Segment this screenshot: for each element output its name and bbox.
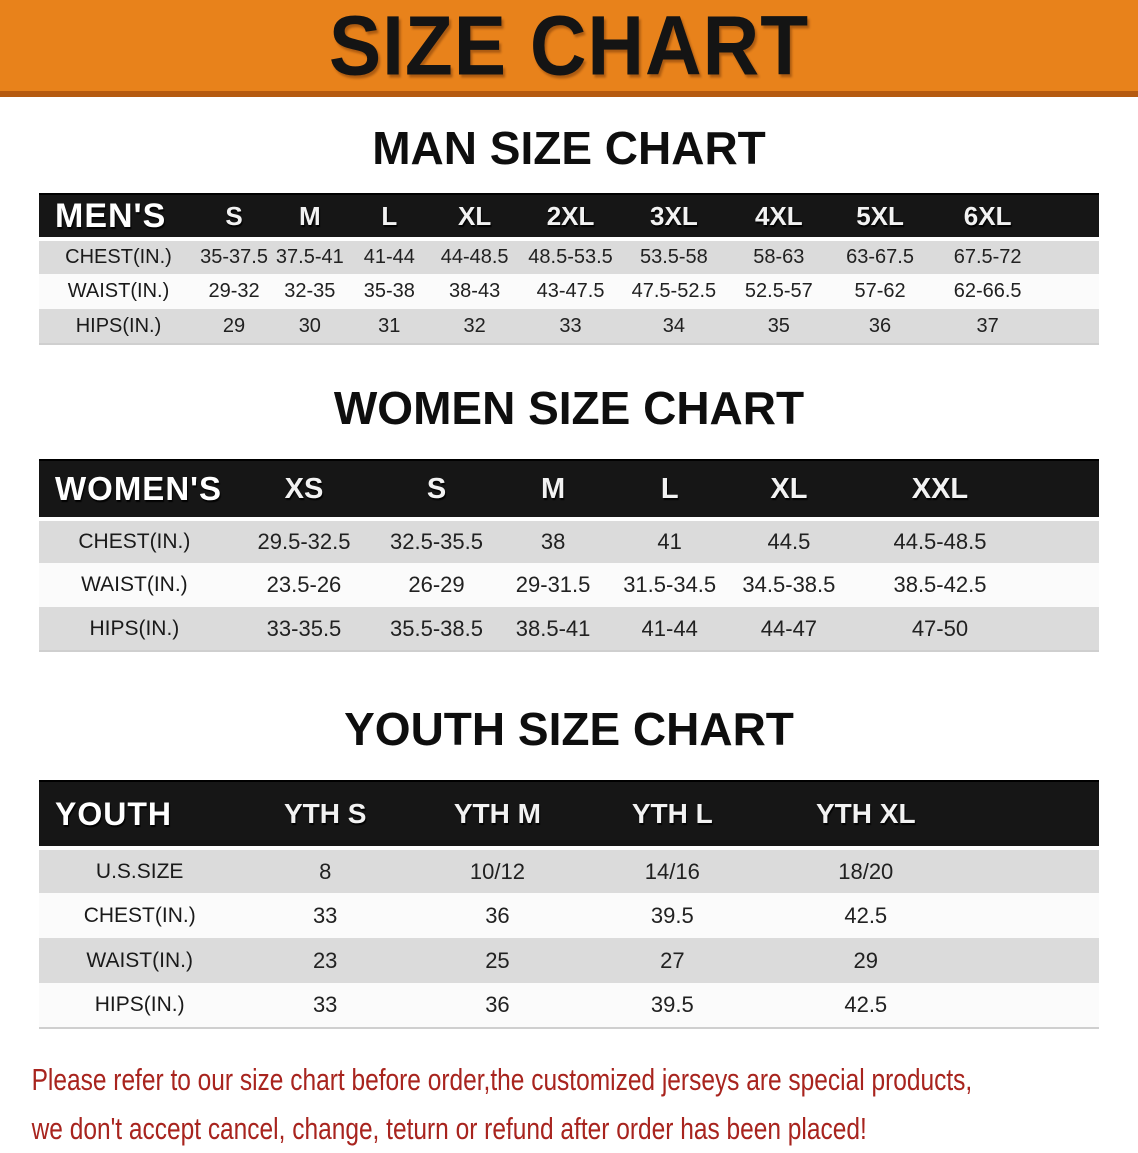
filler-cell — [1046, 194, 1099, 239]
size-chart-banner — [0, 0, 1138, 97]
measurement-value: 62-66.5 — [929, 274, 1046, 309]
measurement-value: 37 — [929, 309, 1046, 344]
filler-cell — [972, 848, 1099, 893]
measurement-value: 36 — [410, 983, 585, 1028]
measurement-label: CHEST(IN.) — [39, 519, 230, 563]
banner-title: SIZE CHART — [328, 0, 810, 92]
filler-cell — [1030, 563, 1099, 607]
measurement-label: U.S.SIZE — [39, 848, 240, 893]
measurement-label: HIPS(IN.) — [39, 309, 198, 344]
measurement-value: 35.5-38.5 — [378, 607, 495, 651]
filler-cell — [972, 983, 1099, 1028]
women-table-body — [39, 519, 1099, 651]
measurement-value: 29 — [760, 938, 972, 983]
measurement-value: 37.5-41 — [270, 239, 349, 274]
disclaimer-line-1: Please refer to our size chart before order,the customized jerseys are special products, — [31, 1062, 973, 1097]
measurement-value: 35-38 — [350, 274, 429, 309]
measurement-value: 32-35 — [270, 274, 349, 309]
measurement-value: 38.5-42.5 — [850, 563, 1030, 607]
measurement-value: 38-43 — [429, 274, 520, 309]
measurement-value: 48.5-53.5 — [520, 239, 621, 274]
measurement-row — [39, 519, 1099, 563]
filler-cell — [1046, 239, 1099, 274]
man-size-chart-heading: MAN SIZE CHART — [372, 122, 766, 174]
filler-cell — [1030, 460, 1099, 519]
size-column-header: XXL — [850, 460, 1030, 519]
measurement-value: 34 — [621, 309, 727, 344]
measurement-value: 26-29 — [378, 563, 495, 607]
measurement-value: 44-47 — [728, 607, 850, 651]
measurement-value: 47-50 — [850, 607, 1030, 651]
youth-size-table — [39, 780, 1099, 1029]
measurement-value: 58-63 — [727, 239, 831, 274]
filler-cell — [1030, 519, 1099, 563]
header-row — [39, 460, 1099, 519]
measurement-value: 34.5-38.5 — [728, 563, 850, 607]
size-column-header: 6XL — [929, 194, 1046, 239]
measurement-label: CHEST(IN.) — [39, 239, 198, 274]
measurement-value: 32.5-35.5 — [378, 519, 495, 563]
measurement-value: 39.5 — [585, 893, 760, 938]
measurement-value: 44.5 — [728, 519, 850, 563]
measurement-value: 23.5-26 — [230, 563, 378, 607]
measurement-value: 31 — [350, 309, 429, 344]
measurement-value: 32 — [429, 309, 520, 344]
size-column-header: M — [270, 194, 349, 239]
size-column-header: 3XL — [621, 194, 727, 239]
size-column-header: 5XL — [831, 194, 930, 239]
measurement-value: 31.5-34.5 — [611, 563, 728, 607]
filler-cell — [972, 938, 1099, 983]
disclaimer-text — [0, 1055, 1074, 1153]
size-column-header: 2XL — [520, 194, 621, 239]
measurement-value: 38.5-41 — [495, 607, 612, 651]
filler-cell — [1030, 607, 1099, 651]
measurement-row — [39, 893, 1099, 938]
measurement-row — [39, 563, 1099, 607]
measurement-value: 42.5 — [760, 983, 972, 1028]
women-size-chart-heading: WOMEN SIZE CHART — [333, 382, 805, 434]
youth-table-body — [39, 848, 1099, 1028]
measurement-label: HIPS(IN.) — [39, 607, 230, 651]
men-table-header — [39, 194, 1099, 239]
size-column-header: L — [350, 194, 429, 239]
measurement-value: 33 — [240, 983, 410, 1028]
measurement-row — [39, 938, 1099, 983]
measurement-value: 33 — [240, 893, 410, 938]
measurement-value: 33 — [520, 309, 621, 344]
header-row — [39, 194, 1099, 239]
table-group-label: MEN'S — [39, 194, 198, 239]
measurement-value: 36 — [410, 893, 585, 938]
measurement-value: 14/16 — [585, 848, 760, 893]
filler-cell — [972, 781, 1099, 848]
measurement-value: 57-62 — [831, 274, 930, 309]
measurement-value: 39.5 — [585, 983, 760, 1028]
size-column-header: XS — [230, 460, 378, 519]
measurement-value: 33-35.5 — [230, 607, 378, 651]
measurement-value: 29 — [198, 309, 270, 344]
measurement-value: 53.5-58 — [621, 239, 727, 274]
size-column-header: YTH L — [585, 781, 760, 848]
measurement-row — [39, 309, 1099, 344]
measurement-value: 42.5 — [760, 893, 972, 938]
measurement-value: 29.5-32.5 — [230, 519, 378, 563]
size-column-header: YTH S — [240, 781, 410, 848]
size-column-header: S — [378, 460, 495, 519]
measurement-row — [39, 274, 1099, 309]
table-group-label: WOMEN'S — [39, 460, 230, 519]
size-column-header: XL — [728, 460, 850, 519]
women-size-table — [39, 459, 1099, 652]
measurement-value: 35-37.5 — [198, 239, 270, 274]
filler-cell — [1046, 274, 1099, 309]
youth-table-header — [39, 781, 1099, 848]
measurement-value: 44.5-48.5 — [850, 519, 1030, 563]
measurement-value: 10/12 — [410, 848, 585, 893]
measurement-value: 29-31.5 — [495, 563, 612, 607]
measurement-value: 44-48.5 — [429, 239, 520, 274]
size-column-header: YTH XL — [760, 781, 972, 848]
disclaimer-line-2: we don't accept cancel, change, teturn or refund after order has been placed! — [31, 1111, 867, 1146]
measurement-value: 52.5-57 — [727, 274, 831, 309]
measurement-label: HIPS(IN.) — [39, 983, 240, 1028]
measurement-value: 41 — [611, 519, 728, 563]
measurement-row — [39, 848, 1099, 893]
men-table-body — [39, 239, 1099, 344]
measurement-label: CHEST(IN.) — [39, 893, 240, 938]
measurement-row — [39, 607, 1099, 651]
measurement-value: 63-67.5 — [831, 239, 930, 274]
measurement-value: 35 — [727, 309, 831, 344]
measurement-value: 18/20 — [760, 848, 972, 893]
measurement-row — [39, 983, 1099, 1028]
measurement-value: 41-44 — [611, 607, 728, 651]
measurement-value: 67.5-72 — [929, 239, 1046, 274]
table-group-label: YOUTH — [39, 781, 240, 848]
measurement-label: WAIST(IN.) — [39, 274, 198, 309]
measurement-value: 27 — [585, 938, 760, 983]
header-row — [39, 781, 1099, 848]
measurement-value: 30 — [270, 309, 349, 344]
size-column-header: YTH M — [410, 781, 585, 848]
measurement-value: 47.5-52.5 — [621, 274, 727, 309]
measurement-value: 38 — [495, 519, 612, 563]
men-size-table — [39, 193, 1099, 345]
measurement-value: 23 — [240, 938, 410, 983]
measurement-value: 25 — [410, 938, 585, 983]
measurement-value: 8 — [240, 848, 410, 893]
size-column-header: XL — [429, 194, 520, 239]
measurement-value: 41-44 — [350, 239, 429, 274]
measurement-label: WAIST(IN.) — [39, 938, 240, 983]
measurement-label: WAIST(IN.) — [39, 563, 230, 607]
women-table-header — [39, 460, 1099, 519]
size-column-header: L — [611, 460, 728, 519]
measurement-value: 36 — [831, 309, 930, 344]
size-column-header: 4XL — [727, 194, 831, 239]
size-column-header: M — [495, 460, 612, 519]
filler-cell — [1046, 309, 1099, 344]
size-column-header: S — [198, 194, 270, 239]
measurement-value: 29-32 — [198, 274, 270, 309]
filler-cell — [972, 893, 1099, 938]
measurement-value: 43-47.5 — [520, 274, 621, 309]
measurement-row — [39, 239, 1099, 274]
youth-size-chart-heading: YOUTH SIZE CHART — [344, 703, 794, 755]
